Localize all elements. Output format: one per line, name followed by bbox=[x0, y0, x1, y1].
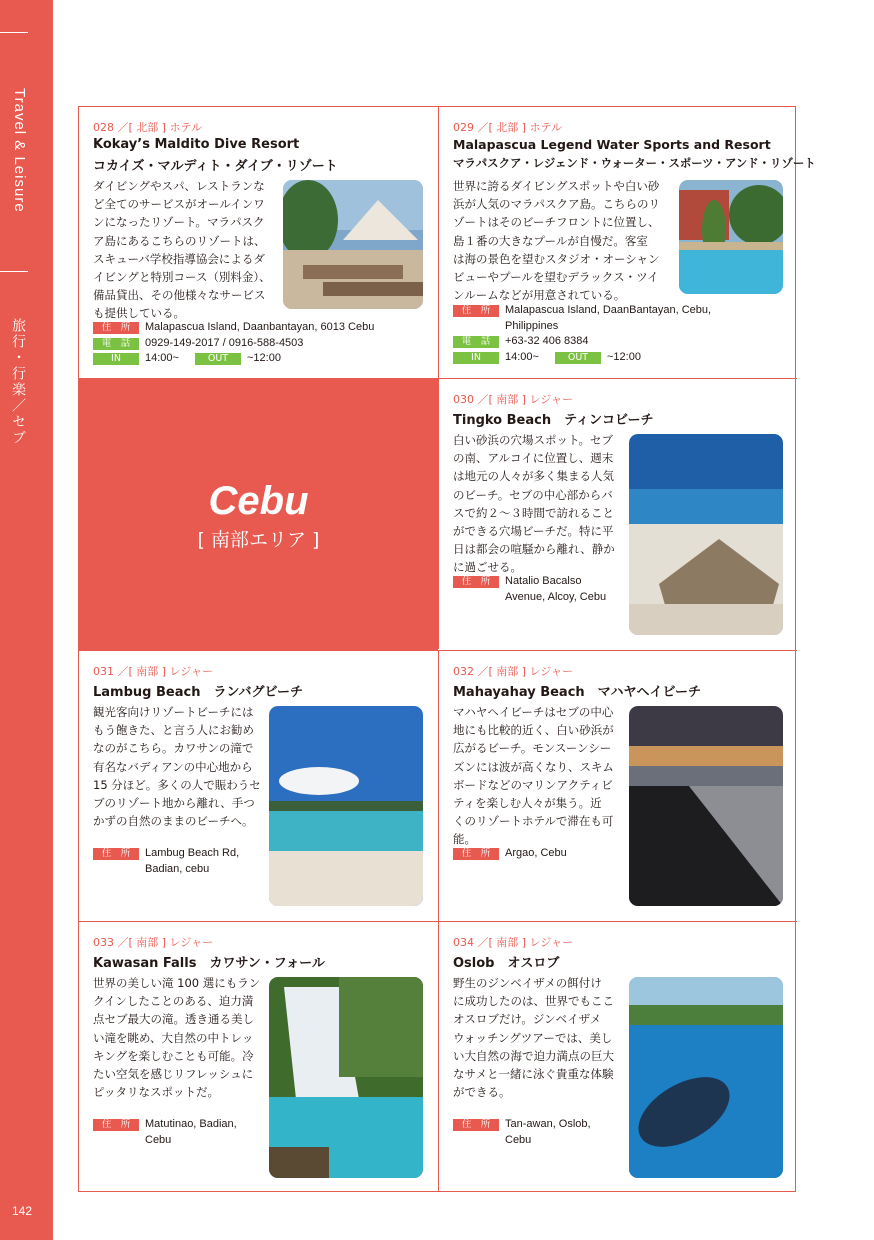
sidebar bbox=[0, 0, 53, 1240]
listing-description: 観光客向けリゾートビーチには もう飽きた、と言う人にお勧め なのがこちら。カワサンの滝で 有名なバディアンの中心地から 15 分ほど。多くの人で賑わうセ ブのリゾート地から離れ、手つ かずの自然のままのビーチへ。 bbox=[93, 705, 261, 829]
listing-title: Kokay’s Maldito Dive Resort bbox=[93, 137, 300, 152]
listing-code: 031 ／[ 南部 ] レジャー bbox=[93, 665, 214, 678]
listing-card bbox=[79, 921, 438, 1192]
listing-card bbox=[438, 107, 816, 378]
area-feature-panel bbox=[79, 378, 438, 651]
phone-text: +63-32 406 8384 bbox=[505, 335, 589, 347]
address-label: 住 所 bbox=[453, 576, 499, 588]
listing-info bbox=[453, 574, 633, 605]
listing-code: 030 ／[ 南部 ] レジャー bbox=[453, 393, 574, 406]
listing-code: 028 ／[ 北部 ] ホテル bbox=[93, 121, 203, 134]
listing-title: Tingko Beach ティンコビーチ bbox=[453, 413, 654, 428]
listing-code: 034 ／[ 南部 ] レジャー bbox=[453, 936, 574, 949]
area-subtitle: [ 南部エリア ] bbox=[197, 529, 320, 551]
listing-card bbox=[438, 921, 797, 1192]
sidebar-rule bbox=[0, 271, 28, 272]
beach-hut-photo bbox=[629, 434, 783, 635]
listing-title: Malapascua Legend Water Sports and Resort bbox=[453, 137, 771, 152]
checkin-label: IN bbox=[93, 353, 139, 365]
checkout-label: OUT bbox=[195, 353, 241, 365]
listing-code: 032 ／[ 南部 ] レジャー bbox=[453, 665, 574, 678]
listing-card bbox=[438, 650, 797, 921]
address-text: Lambug Beach Rd, bbox=[145, 847, 240, 859]
checkin-label: IN bbox=[453, 352, 499, 364]
sunset-beach-photo bbox=[629, 706, 783, 906]
address-text: Cebu bbox=[505, 1133, 532, 1146]
listing-description: ダイビングやスパ、レストランな ど全てのサービスがオールインワ ンになったリゾート。マラパスク ア島にあるこちらのリゾートは、 スキューバ学校指導協会によるダ イビングと特別コース（別料金）、 備品貸出、その他様々なサービス も提供している。 bbox=[93, 179, 271, 321]
listing-grid bbox=[78, 106, 816, 1192]
listing-description: 世界に誇るダイビングスポットや白い砂 浜が人気のマラパスクア島。こちらのリ ゾートはそのビーチフロントに位置し、 島１番の大きなプールが自慢だ。客室 は海の景色を望むスタジオ・オーシャン ビューやプールを望むデラックス・ツイ ンルームなどが用意されている。 bbox=[453, 179, 660, 303]
listing-title: Mahayahay Beach マハヤヘイビーチ bbox=[453, 685, 702, 700]
sidebar-rule bbox=[0, 32, 28, 33]
listing-card bbox=[79, 107, 438, 378]
address-text: Natalio Bacalso bbox=[505, 575, 582, 587]
listing-code: 033 ／[ 南部 ] レジャー bbox=[93, 936, 214, 949]
beach-photo bbox=[269, 706, 423, 906]
address-text: Badian, cebu bbox=[145, 862, 210, 875]
page-number: 142 bbox=[11, 1204, 33, 1218]
address-text: Avenue, Alcoy, Cebu bbox=[505, 590, 607, 603]
listing-card bbox=[79, 650, 438, 921]
address-text: Philippines bbox=[505, 319, 559, 332]
address-label: 住 所 bbox=[453, 1119, 499, 1131]
listing-card bbox=[438, 378, 797, 649]
listing-info bbox=[93, 846, 273, 877]
listing-title: Oslob オスロブ bbox=[453, 956, 560, 971]
listing-info bbox=[453, 303, 788, 365]
checkin-text: 14:00~ bbox=[145, 352, 179, 364]
listing-title-ja: コカイズ・マルディト・ダイブ・リゾート bbox=[93, 159, 338, 174]
section-title-en: Travel & Leisure bbox=[11, 88, 28, 213]
address-label: 住 所 bbox=[453, 305, 499, 317]
listing-info bbox=[93, 1117, 273, 1148]
listing-description: 世界の美しい滝 100 選にもラン クインしたことのある、迫力満 点セブ最大の滝。透き通る美し い滝を眺め、大自然の中トレッ キングを楽しむことも可能。冷 たい空気を感じリフレッシュに ピッタリなスポットだ。 bbox=[93, 976, 261, 1100]
checkin-text: 14:00~ bbox=[505, 350, 539, 363]
area-title: Cebu bbox=[208, 479, 309, 523]
listing-info bbox=[453, 846, 633, 862]
waterfall-photo bbox=[269, 977, 423, 1178]
listing-code: 029 ／[ 北部 ] ホテル bbox=[453, 121, 563, 134]
resort-photo bbox=[283, 180, 423, 309]
address-text: Argao, Cebu bbox=[505, 847, 567, 859]
address-text: Malapascua Island, Daanbantayan, 6013 Cebu bbox=[145, 321, 375, 333]
phone-text: 0929-149-2017 / 0916-588-4503 bbox=[145, 336, 304, 349]
listing-title: Lambug Beach ランバグビーチ bbox=[93, 685, 304, 700]
resort-photo bbox=[679, 180, 783, 294]
address-label: 住 所 bbox=[93, 1119, 139, 1131]
address-label: 住 所 bbox=[453, 848, 499, 860]
section-title-ja: 旅行・行楽／セブ bbox=[10, 318, 26, 446]
listing-info bbox=[453, 1117, 633, 1148]
phone-label: 電 話 bbox=[93, 338, 139, 350]
listing-description: 野生のジンベイザメの餌付け に成功したのは、世界でもここ オスロブだけ。ジンベイザメ ウォッチングツアーでは、美し い大自然の海で迫力満点の巨大 なサメと一緒に泳ぐ貴重な体験 ができる。 bbox=[453, 976, 614, 1100]
checkout-text: ~12:00 bbox=[247, 352, 281, 364]
address-text: Matutinao, Badian, bbox=[145, 1118, 237, 1130]
whale-shark-photo bbox=[629, 977, 783, 1178]
address-text: Cebu bbox=[145, 1133, 172, 1146]
checkout-text: ~12:00 bbox=[607, 350, 641, 363]
listing-title-ja: マラパスクア・レジェンド・ウォーター・スポーツ・アンド・リゾート bbox=[453, 156, 816, 170]
checkout-label: OUT bbox=[555, 352, 601, 364]
address-text: Tan-awan, Oslob, bbox=[505, 1118, 591, 1130]
listing-description: マハヤヘイビーチはセブの中心 地にも比較的近く、白い砂浜が 広がるビーチ。モンスーンシー ズンには波が高くなり、スキム ボードなどのマリンアクティビ ティを楽しむ人々が集う。近 くのリゾートホテルで滞在も可 能。 bbox=[453, 705, 614, 847]
address-text: Malapascua Island, DaanBantayan, Cebu, bbox=[505, 304, 712, 316]
phone-label: 電 話 bbox=[453, 336, 499, 348]
address-label: 住 所 bbox=[93, 322, 139, 334]
listing-title: Kawasan Falls カワサン・フォール bbox=[93, 956, 325, 971]
listing-description: 白い砂浜の穴場スポット。セブ の南、アルコイに位置し、週末 は地元の人々が多く集まる人気 のビーチ。セブの中心部からバ スで約２～３時間で訪れること ができる穴場ビーチだ。特に平 日は都会の喧騒から離れ、静か に過ごせる。 bbox=[453, 433, 615, 575]
listing-info bbox=[93, 320, 423, 367]
address-label: 住 所 bbox=[93, 848, 139, 860]
